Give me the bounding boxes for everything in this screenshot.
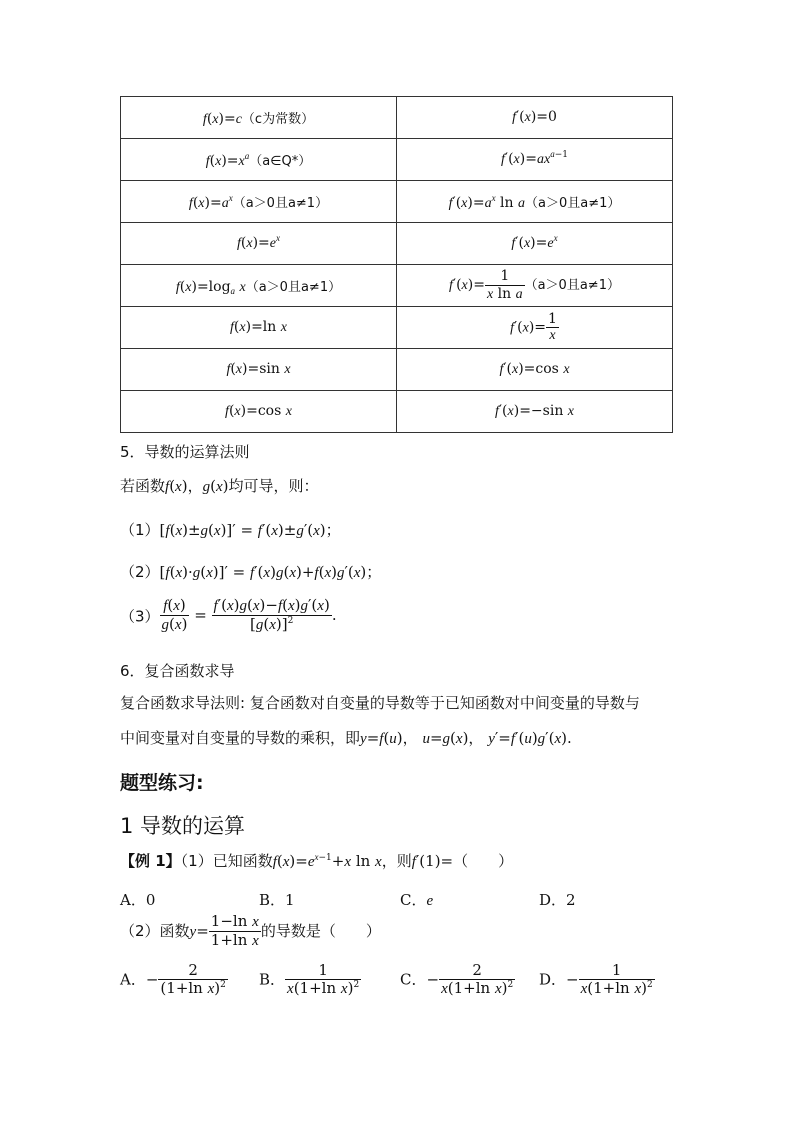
practice-heading: 题型练习: xyxy=(120,772,204,794)
function-cell: $f(x)=x^a(a\in Q*)$ xyxy=(121,139,397,181)
function-cell: $f(x)=e^x$ xyxy=(121,223,397,265)
derivative-cell: f′(x)=cos x xyxy=(397,349,673,391)
function-cell: f(x)=cos x xyxy=(121,391,397,433)
function-cell: $f(x)=a^x(a>0$且a≠1） xyxy=(121,181,397,223)
function-cell: f(x)=ln x xyxy=(121,307,397,349)
derivative-cell: f′(x)= $\frac{1}{\text{x ln a}}$ （a＞0且a≠1） xyxy=(397,265,673,307)
question-2-options xyxy=(120,962,680,1010)
table-row xyxy=(121,223,673,265)
option-a: A．0 xyxy=(120,891,156,909)
option-d: D．2 xyxy=(539,891,576,909)
table-row xyxy=(121,391,673,433)
table-row xyxy=(121,349,673,391)
topic-heading: 1 导数的运算 xyxy=(120,814,246,838)
table-row xyxy=(121,181,673,223)
derivative-cell: $f'(x)=e^x$ xyxy=(397,223,673,265)
section-5-intro: 若函数f(x)，g(x)均可导，则： xyxy=(120,477,319,495)
function-cell: f(x)=sin x xyxy=(121,349,397,391)
table-row xyxy=(121,97,673,139)
derivative-cell: f′(x)=−sin x xyxy=(397,391,673,433)
function-cell: f(x)=c（c为常数） xyxy=(121,97,397,139)
example-1-question-1: 【例 1】（1）已知函数$f(x)=e^{x-1}+x$ ln x，则f′(1)=（ ） xyxy=(120,852,514,870)
option-d: D．− $\frac{1}{x(1+\ln x)^2}$ xyxy=(539,961,653,998)
option-b: B． $\frac{1}{x(1+\ln x)^2}$ xyxy=(259,961,360,998)
derivative-cell: $f'(x)=ax^{a-1}$ xyxy=(397,139,673,181)
example-1-question-2: （2）函数y= $\frac{\text{1−ln x}}{\text{1+ln x}}$ 的导数是（ ） xyxy=(120,912,381,950)
table-row xyxy=(121,139,673,181)
derivative-cell: $f'(x)=a^x$ ln a（a＞0且a≠1） xyxy=(397,181,673,223)
rule-2: （2）[f(x)·g(x)]′ = f′(x)g(x)+f(x)g′(x)； xyxy=(120,563,382,581)
derivative-cell: f′(x)= $\frac{1}{x}$ xyxy=(397,307,673,349)
option-b: B．1 xyxy=(259,891,295,909)
derivative-cell: f′(x)=0 xyxy=(397,97,673,139)
rule-1: （1）[f(x)±g(x)]′ = f′(x)±g′(x)； xyxy=(120,521,341,539)
section-6-line-1: 复合函数求导法则: 复合函数对自变量的导数等于已知函数对中间变量的导数与 xyxy=(120,694,640,712)
rule-3: （3） $\frac{f(x)}{g(x)}$ = $\frac{f'(x)g(x)-f(x)g'(x)}{[g(x)]^2}$ . xyxy=(120,596,337,634)
table-row xyxy=(121,307,673,349)
option-c: C．− $\frac{2}{x(1+\ln x)^2}$ xyxy=(400,961,514,998)
section-6-heading: 6．复合函数求导 xyxy=(120,662,235,680)
derivative-table xyxy=(120,96,673,433)
section-6-line-2: 中间变量对自变量的导数的乘积，即y=f(u)， u=g(x)， y′=f′(u)g′(x). xyxy=(120,729,572,747)
function-cell: $f(x)=\log_a$ x（a＞0且a≠1） xyxy=(121,265,397,307)
section-5-heading: 5．导数的运算法则 xyxy=(120,443,250,461)
option-a: A．− $\frac{2}{(1+\ln x)^2}$ xyxy=(120,961,226,998)
table-row xyxy=(121,265,673,307)
option-c: C．e xyxy=(400,891,434,909)
